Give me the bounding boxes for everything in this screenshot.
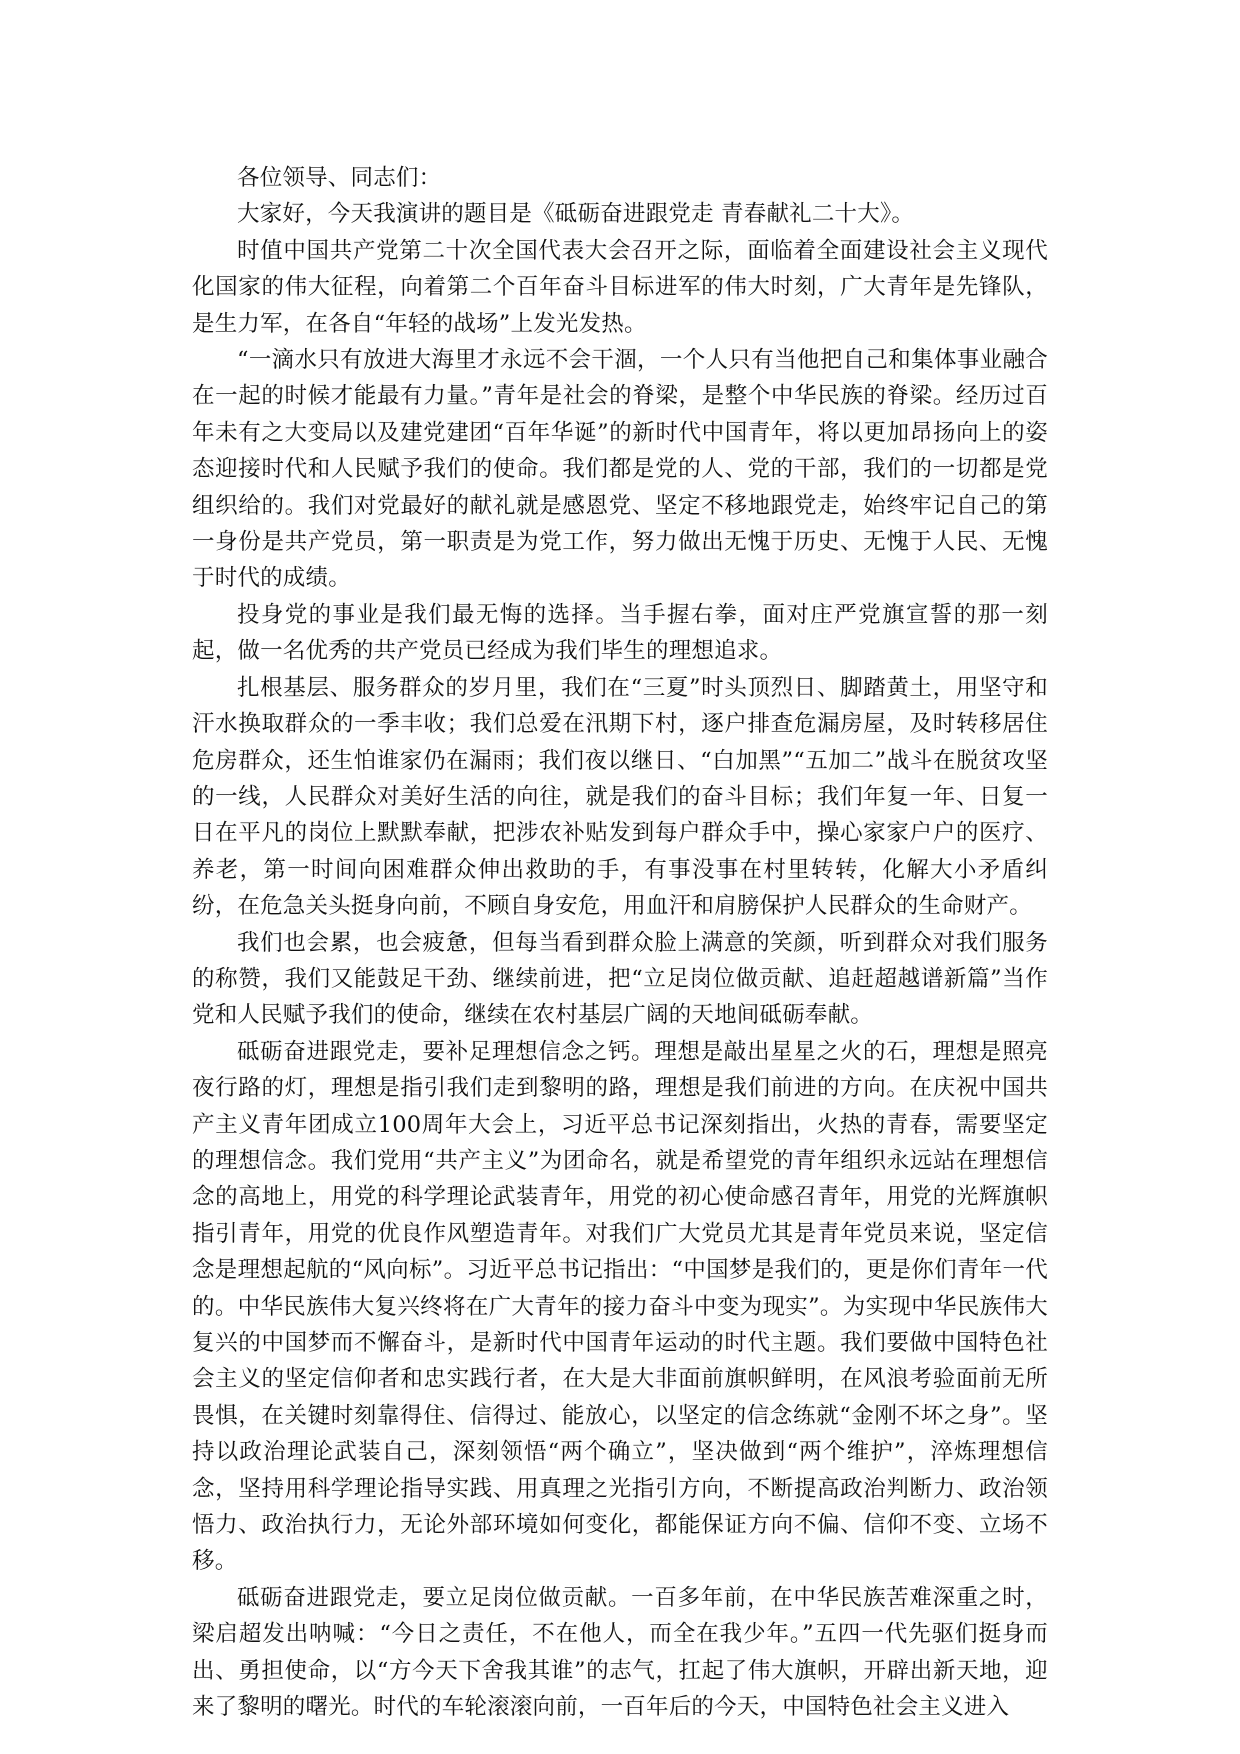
paragraph-contribution: 砥砺奋进跟党走，要立足岗位做贡献。一百多年前，在中华民族苦难深重之时，梁启超发出呐喊：“今日之责任，不在他人，而全在我少年。”五四一代先驱们挺身而出、勇担使命，以“方今天下舍我其谁”的志气，扛起了伟大旗帜，开辟出新天地，迎来了黎明的曙光。时代的车轮滚滚向前，一百年后的今天，中国特色社会主义进入 bbox=[192, 1584, 1048, 1721]
paragraph-dedication: 我们也会累，也会疲惫，但每当看到群众脸上满意的笑颜，听到群众对我们服务的称赞，我们又能鼓足干劲、继续前进，把“立足岗位做贡献、追赶超越谱新篇”当作党和人民赋予我们的使命，继续在农村基层广阔的天地间砥砺奉献。 bbox=[192, 929, 1048, 1029]
paragraph-grassroots: 扎根基层、服务群众的岁月里，我们在“三夏”时头顶烈日、脚踏黄土，用坚守和汗水换取群众的一季丰收；我们总爱在汛期下村，逐户排查危漏房屋，及时转移居住危房群众，还生怕谁家仍在漏雨；我们夜以继日、“白加黑”“五加二”战斗在脱贫攻坚的一线，人民群众对美好生活的向往，就是我们的奋斗目标；我们年复一年、日复一日在平凡的岗位上默默奉献，把涉农补贴发到每户群众手中，操心家家户户的医疗、养老，第一时间向困难群众伸出救助的手，有事没事在村里转转，化解大小矛盾纠纷，在危急关头挺身向前，不顾自身安危，用血汗和肩膀保护人民群众的生命财产。 bbox=[192, 674, 1048, 920]
paragraph-quote: “一滴水只有放进大海里才永远不会干涸，一个人只有当他把自己和集体事业融合在一起的时候才能最有力量。”青年是社会的脊梁，是整个中华民族的脊梁。经历过百年未有之大变局以及建党建团“百年华诞”的新时代中国青年，将以更加昂扬向上的姿态迎接时代和人民赋予我们的使命。我们都是党的人、党的干部，我们的一切都是党组织给的。我们对党最好的献礼就是感恩党、坚定不移地跟党走，始终牢记自己的第一身份是共产党员，第一职责是为党工作，努力做出无愧于历史、无愧于人民、无愧于时代的成绩。 bbox=[192, 347, 1048, 592]
speech-body bbox=[192, 160, 1048, 1725]
paragraph-greeting: 大家好，今天我演讲的题目是《砥砺奋进跟党走 青春献礼二十大》。 bbox=[237, 201, 915, 228]
paragraph-choice: 投身党的事业是我们最无悔的选择。当手握右拳，面对庄严党旗宣誓的那一刻起，做一名优秀的共产党员已经成为我们毕生的理想追求。 bbox=[192, 601, 1048, 665]
paragraph-salutation: 各位领导、同志们： bbox=[237, 165, 442, 191]
paragraph-opening: 时值中国共产党第二十次全国代表大会召开之际，面临着全面建设社会主义现代化国家的伟大征程，向着第二个百年奋斗目标进军的伟大时刻，广大青年是先锋队，是生力军，在各自“年轻的战场”上发光发热。 bbox=[192, 237, 1048, 337]
paragraph-ideals: 砥砺奋进跟党走，要补足理想信念之钙。理想是敲出星星之火的石，理想是照亮夜行路的灯，理想是指引我们走到黎明的路，理想是我们前进的方向。在庆祝中国共产主义青年团成立100周年大会上，习近平总书记深刻指出，火热的青春，需要坚定的理想信念。我们党用“共产主义”为团命名，就是希望党的青年组织永远站在理想信念的高地上，用党的科学理论武装青年，用党的初心使命感召青年，用党的光辉旗帜指引青年，用党的优良作风塑造青年。对我们广大党员尤其是青年党员来说，坚定信念是理想起航的“风向标”。习近平总书记指出：“中国梦是我们的，更是你们青年一代的。中华民族伟大复兴终将在广大青年的接力奋斗中变为现实”。为实现中华民族伟大复兴的中国梦而不懈奋斗，是新时代中国青年运动的时代主题。我们要做中国特色社会主义的坚定信仰者和忠实践行者，在大是大非面前旗帜鲜明，在风浪考验面前无所畏惧，在关键时刻靠得住、信得过、能放心，以坚定的信念练就“金刚不坏之身”。坚持以政治理论武装自己，深刻领悟“两个确立”，坚决做到“两个维护”，淬炼理想信念，坚持用科学理论指导实践、用真理之光指引方向，不断提高政治判断力、政治领悟力、政治执行力，无论外部环境如何变化，都能保证方向不偏、信仰不变、立场不移。 bbox=[192, 1038, 1048, 1575]
